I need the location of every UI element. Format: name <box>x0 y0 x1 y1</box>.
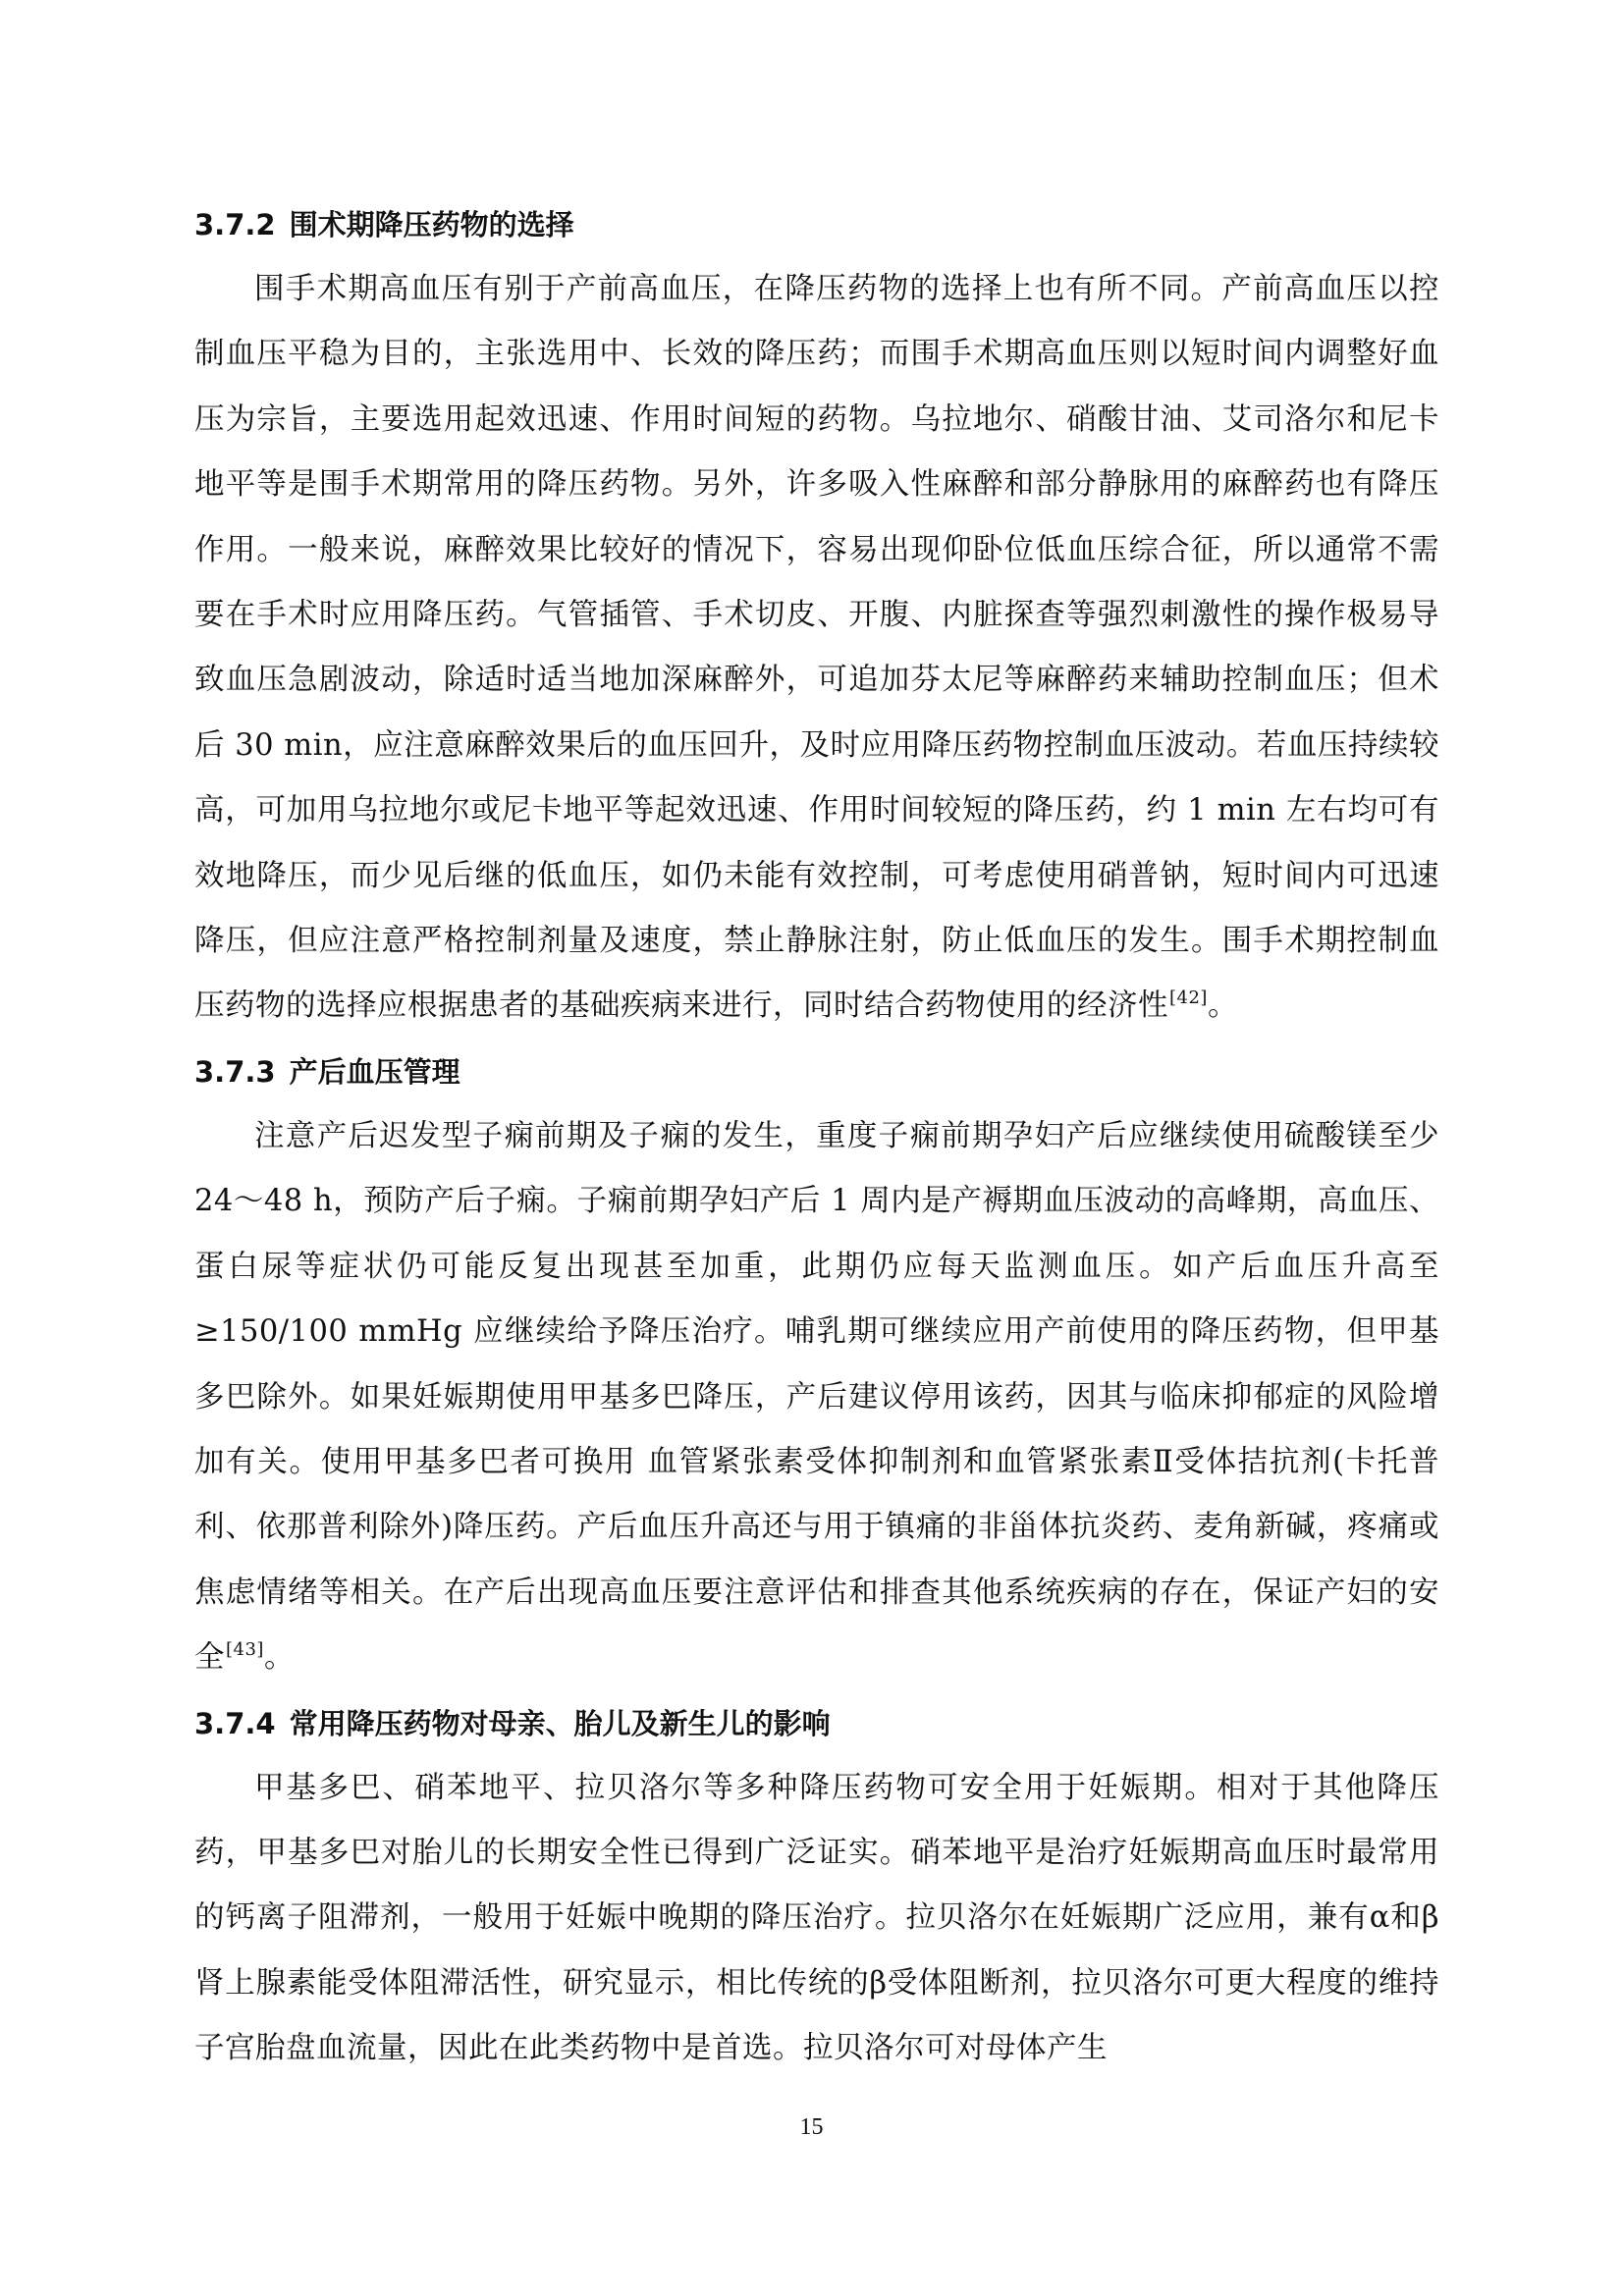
paragraph-ending: 。 <box>263 1640 295 1676</box>
section-number: 3.7.3 <box>194 1054 276 1089</box>
section-heading-3-7-2 <box>194 192 1439 257</box>
paragraph-text: 围手术期高血压有别于产前高血压，在降压药物的选择上也有所不同。产前高血压以控制血压平稳为目的，主张选用中、长效的降压药；而围手术期高血压则以短时间内调整好血压为宗旨，主要选用起效迅速、作用时间短的药物。乌拉地尔、硝酸甘油、艾司洛尔和尼卡地平等是围手术期常用的降压药物。另外，许多吸入性麻醉和部分静脉用的麻醉药也有降压作用。一般来说，麻醉效果比较好的情况下，容易出现仰卧位低血压综合征，所以通常不需要在手术时应用降压药。气管插管、手术切皮、开腹、内脏探查等强烈刺激性的操作极易导致血压急剧波动，除适时适当地加深麻醉外，可追加芬太尼等麻醉药来辅助控制血压；但术后 30 min，应注意麻醉效果后的血压回升，及时应用降压药物控制血压波动。若血压持续较高，可加用乌拉地尔或尼卡地平等起效迅速、作用时间较短的降压药，约 1 min 左右均可有效地降压，而少见后继的低血压，如仍未能有效控制，可考虑使用硝普钠，短时间内可迅速降压，但应注意严格控制剂量及速度，禁止静脉注射，防止低血压的发生。围手术期控制血压药物的选择应根据患者的基础疾病来进行，同时结合药物使用的经济性 <box>194 272 1439 1024</box>
section-title: 常用降压药物对母亲、胎儿及新生儿的影响 <box>289 1706 831 1740</box>
paragraph-3-7-3 <box>194 1104 1439 1691</box>
section-heading-3-7-4 <box>194 1691 1439 1756</box>
paragraph-3-7-2 <box>194 257 1439 1040</box>
paragraph-text: 注意产后迟发型子痫前期及子痫的发生，重度子痫前期孕妇产后应继续使用硫酸镁至少 24～48 h，预防产后子痫。子痫前期孕妇产后 1 周内是产褥期血压波动的高峰期，高血压、蛋白尿等症状仍可能反复出现甚至加重，此期仍应每天监测血压。如产后血压升高至≥150/100 mmHg 应继续给予降压治疗。哺乳期可继续应用产前使用的降压药物，但甲基多巴除外。如果妊娠期使用甲基多巴降压，产后建议停用该药，因其与临床抑郁症的风险增加有关。使用甲基多巴者可换用 血管紧张素受体抑制剂和血管紧张素Ⅱ受体拮抗剂(卡托普利、依那普利除外)降压药。产后血压升高还与用于镇痛的非甾体抗炎药、麦角新碱，疼痛或焦虑情绪等相关。在产后出现高血压要注意评估和排查其他系统疾病的存在，保证产妇的安全 <box>194 1118 1439 1676</box>
section-number: 3.7.4 <box>194 1706 276 1740</box>
paragraph-ending: 。 <box>1207 988 1238 1024</box>
section-title: 围术期降压药物的选择 <box>289 208 574 241</box>
paragraph-text: 甲基多巴、硝苯地平、拉贝洛尔等多种降压药物可安全用于妊娠期。相对于其他降压药，甲基多巴对胎儿的长期安全性已得到广泛证实。硝苯地平是治疗妊娠期高血压时最常用的钙离子阻滞剂，一般用于妊娠中晚期的降压治疗。拉贝洛尔在妊娠期广泛应用，兼有α和β肾上腺素能受体阻滞活性，研究显示，相比传统的β受体阻断剂，拉贝洛尔可更大程度的维持子宫胎盘血流量，因此在此类药物中是首选。拉贝洛尔可对母体产生 <box>194 1770 1439 2066</box>
citation: [43] <box>226 1639 264 1661</box>
section-title: 产后血压管理 <box>289 1054 460 1089</box>
page-content <box>194 192 1439 2082</box>
citation: [42] <box>1169 988 1208 1009</box>
section-heading-3-7-3 <box>194 1040 1439 1104</box>
paragraph-3-7-4 <box>194 1756 1439 2082</box>
section-number: 3.7.2 <box>194 208 276 241</box>
page-number: 15 <box>799 2114 824 2140</box>
